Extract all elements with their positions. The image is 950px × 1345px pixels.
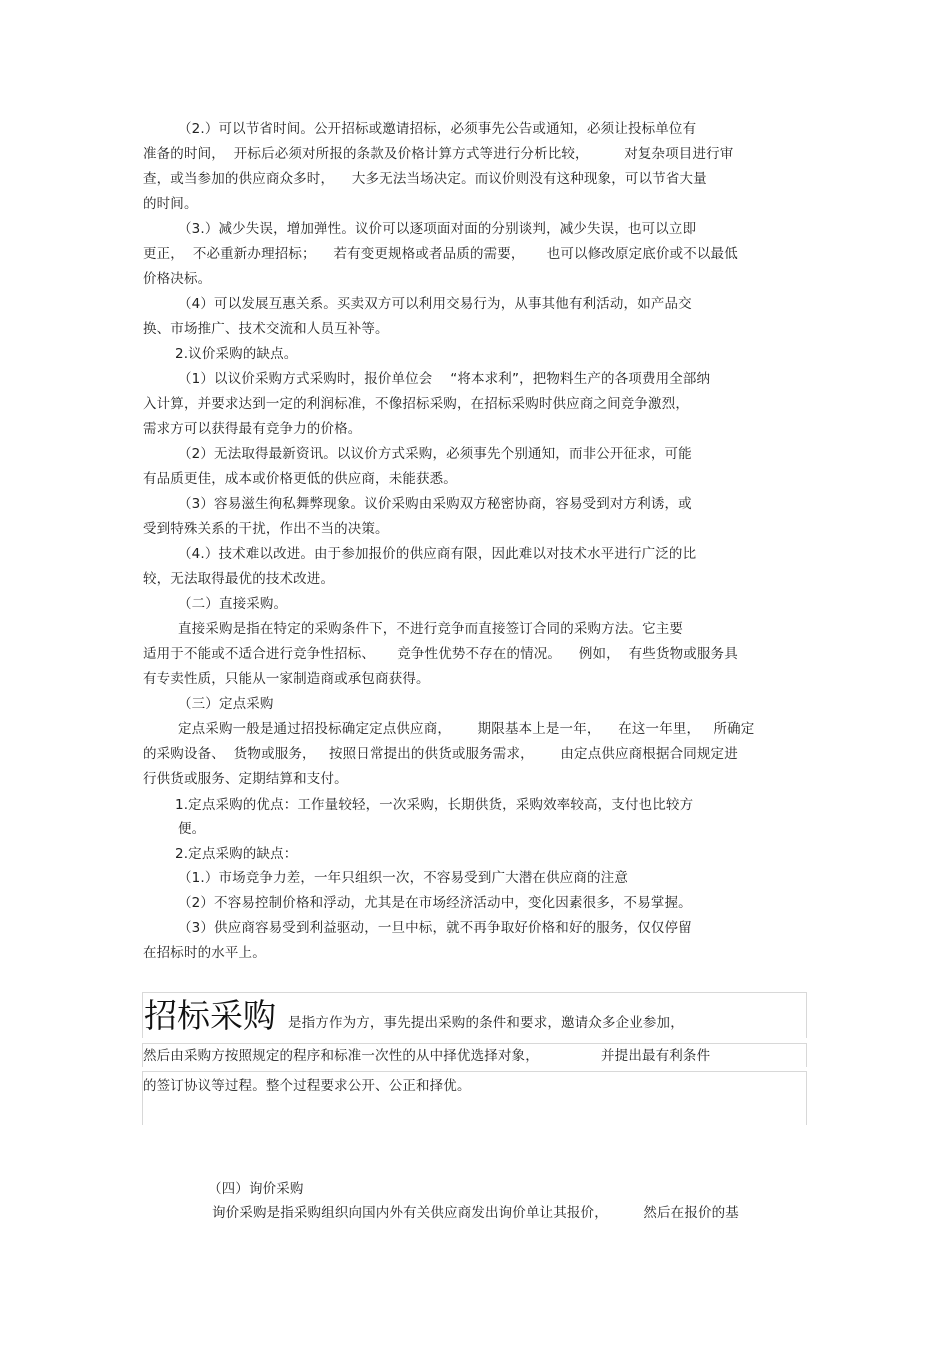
definition-text: 然后由采购方按照规定的程序和标准一次性的从中择优选择对象， 并提出最有利条件 — [143, 1048, 711, 1064]
section-heading: （三）定点采购 — [178, 696, 274, 712]
paragraph-line: （4.）技术难以改进。由于参加报价的供应商有限，因此难以对技术水平进行广泛的比 — [178, 546, 697, 562]
paragraph-line: 直接采购是指在特定的采购条件下，不进行竞争而直接签订合同的采购方法。它主要 — [178, 621, 684, 637]
paragraph-line: 定点采购一般是通过招投标确定定点供应商， 期限基本上是一年， 在这一年里， 所确定 — [178, 721, 755, 737]
paragraph-line: 1.定点采购的优点：工作量较轻，一次采购，长期供货，采购效率较高，支付也比较方 — [175, 797, 694, 813]
paragraph-line: 入计算，并要求达到一定的利润标准，不像招标采购，在招标采购时供应商之间竞争激烈， — [143, 396, 689, 412]
paragraph-line: （2）不容易控制价格和浮动，尤其是在市场经济活动中，变化因素很多，不易掌握。 — [178, 895, 692, 911]
paragraph-line: 更正， 不必重新办理招标； 若有变更规格或者品质的需要， 也可以修改原定底价或不以最低 — [143, 246, 738, 262]
paragraph-line: 2.定点采购的缺点： — [175, 846, 298, 862]
paragraph-line: 有专卖性质，只能从一家制造商或承包商获得。 — [143, 671, 430, 687]
paragraph-line: （2）无法取得最新资讯。以议价方式采购，必须事先个别通知，而非公开征求，可能 — [178, 446, 692, 462]
paragraph-line: 2.议价采购的缺点。 — [175, 346, 298, 362]
definition-heading: 招标采购 — [144, 996, 276, 1035]
paragraph-line: 的采购设备、 货物或服务， 按照日常提出的供货或服务需求， 由定点供应商根据合同规定进 — [143, 746, 738, 762]
paragraph-line: 较，无法取得最优的技术改进。 — [143, 571, 335, 587]
section-heading: （二）直接采购。 — [178, 596, 288, 612]
paragraph-line: （3）容易滋生徇私舞弊现象。议价采购由采购双方秘密协商，容易受到对方利诱，或 — [178, 496, 692, 512]
paragraph-line: 便。 — [178, 821, 206, 837]
paragraph-line: 准备的时间， 开标后必须对所报的条款及价格计算方式等进行分析比较， 对复杂项目进行审 — [143, 146, 734, 162]
paragraph-line: （1.）市场竞争力差，一年只组织一次，不容易受到广大潜在供应商的注意 — [178, 870, 628, 886]
paragraph-line: 询价采购是指采购组织向国内外有关供应商发出询价单让其报价， 然后在报价的基 — [212, 1205, 739, 1221]
paragraph-line: 的时间。 — [143, 196, 198, 212]
paragraph-line: （4）可以发展互惠关系。买卖双方可以利用交易行为，从事其他有利活动，如产品交 — [178, 296, 692, 312]
paragraph-line: （2.）可以节省时间。公开招标或邀请招标，必须事先公告或通知，必须让投标单位有 — [178, 121, 697, 137]
paragraph-line: 有品质更佳，成本或价格更低的供应商，未能获悉。 — [143, 471, 457, 487]
paragraph-line: （3.）减少失误，增加弹性。议价可以逐项面对面的分别谈判，减少失误，也可以立即 — [178, 221, 697, 237]
paragraph-line: （1）以议价采购方式采购时，报价单位会 “将本求利”，把物料生产的各项费用全部纳 — [178, 371, 711, 387]
paragraph-line: 适用于不能或不适合进行竞争性招标、 竞争性优势不存在的情况。 例如， 有些货物或服务具 — [143, 646, 738, 662]
paragraph-line: （3）供应商容易受到利益驱动，一旦中标，就不再争取好价格和好的服务，仅仅停留 — [178, 920, 692, 936]
paragraph-line: 行供货或服务、定期结算和支付。 — [143, 771, 348, 787]
paragraph-line: 价格决标。 — [143, 271, 212, 287]
paragraph-line: 受到特殊关系的干扰，作出不当的决策。 — [143, 521, 389, 537]
paragraph-line: 查，或当参加的供应商众多时， 大多无法当场决定。而议价则没有这种现象，可以节省大量 — [143, 171, 707, 187]
section-heading: （四）询价采购 — [208, 1181, 304, 1197]
paragraph-line: 需求方可以获得最有竞争力的价格。 — [143, 421, 362, 437]
definition-text: 的签订协议等过程。整个过程要求公开、公正和择优。 — [143, 1078, 471, 1094]
definition-text: 是指方作为方，事先提出采购的条件和要求，邀请众多企业参加， — [288, 1015, 684, 1031]
paragraph-line: 换、市场推广、技术交流和人员互补等。 — [143, 321, 389, 337]
paragraph-line: 在招标时的水平上。 — [143, 945, 266, 961]
